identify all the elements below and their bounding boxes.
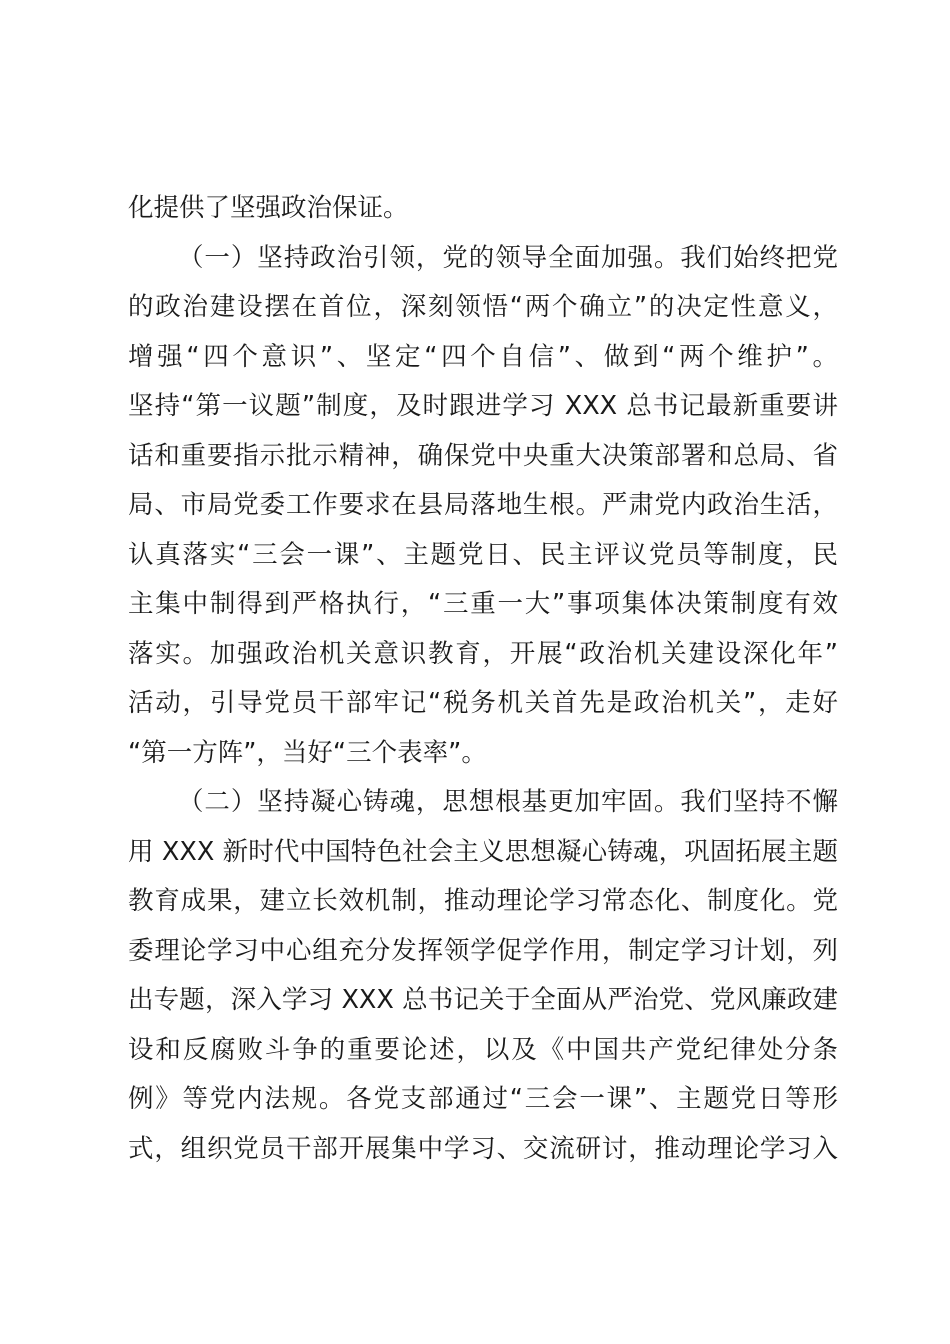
text-line-14: 用 XXX 新时代中国特色社会主义思想凝心铸魂，巩固拓展主题 bbox=[128, 837, 838, 867]
section-1-heading-line: （一）坚持政治引领，党的领导全面加强。我们始终把党 bbox=[178, 243, 838, 273]
text-line-18: 设和反腐败斗争的重要论述，以及《中国共产党纪律处分条 bbox=[128, 1035, 838, 1065]
text-line-6: 话和重要指示批示精神，确保党中央重大决策部署和总局、省 bbox=[128, 441, 838, 471]
text-line-17: 出专题，深入学习 XXX 总书记关于全面从严治党、党风廉政建 bbox=[128, 985, 838, 1015]
text-line-5: 坚持“第一议题”制度，及时跟进学习 XXX 总书记最新重要讲 bbox=[128, 391, 838, 421]
text-line-11: 活动，引导党员干部牢记“税务机关首先是政治机关”，走好 bbox=[128, 688, 838, 718]
text-line-10: 落实。加强政治机关意识教育，开展“政治机关建设深化年” bbox=[128, 639, 838, 669]
text-line-15: 教育成果，建立长效机制，推动理论学习常态化、制度化。党 bbox=[128, 886, 838, 916]
text-line-1: 化提供了坚强政治保证。 bbox=[128, 193, 409, 223]
text-line-12: “第一方阵”，当好“三个表率”。 bbox=[128, 738, 487, 768]
text-line-8: 认真落实“三会一课”、主题党日、民主评议党员等制度，民 bbox=[128, 540, 838, 570]
section-2-heading-line: （二）坚持凝心铸魂，思想根基更加牢固。我们坚持不懈 bbox=[178, 787, 838, 817]
text-line-19: 例》等党内法规。各党支部通过“三会一课”、主题党日等形 bbox=[128, 1084, 838, 1114]
text-line-20: 式，组织党员干部开展集中学习、交流研讨，推动理论学习入 bbox=[128, 1134, 838, 1164]
text-line-3: 的政治建设摆在首位，深刻领悟“两个确立”的决定性意义， bbox=[128, 292, 838, 322]
text-line-7: 局、市局党委工作要求在县局落地生根。严肃党内政治生活， bbox=[128, 490, 838, 520]
text-line-16: 委理论学习中心组充分发挥领学促学作用，制定学习计划，列 bbox=[128, 936, 838, 966]
text-line-4: 增强“四个意识”、坚定“四个自信”、做到“两个维护”。 bbox=[128, 342, 838, 372]
text-line-9: 主集中制得到严格执行，“三重一大”事项集体决策制度有效 bbox=[128, 589, 838, 619]
